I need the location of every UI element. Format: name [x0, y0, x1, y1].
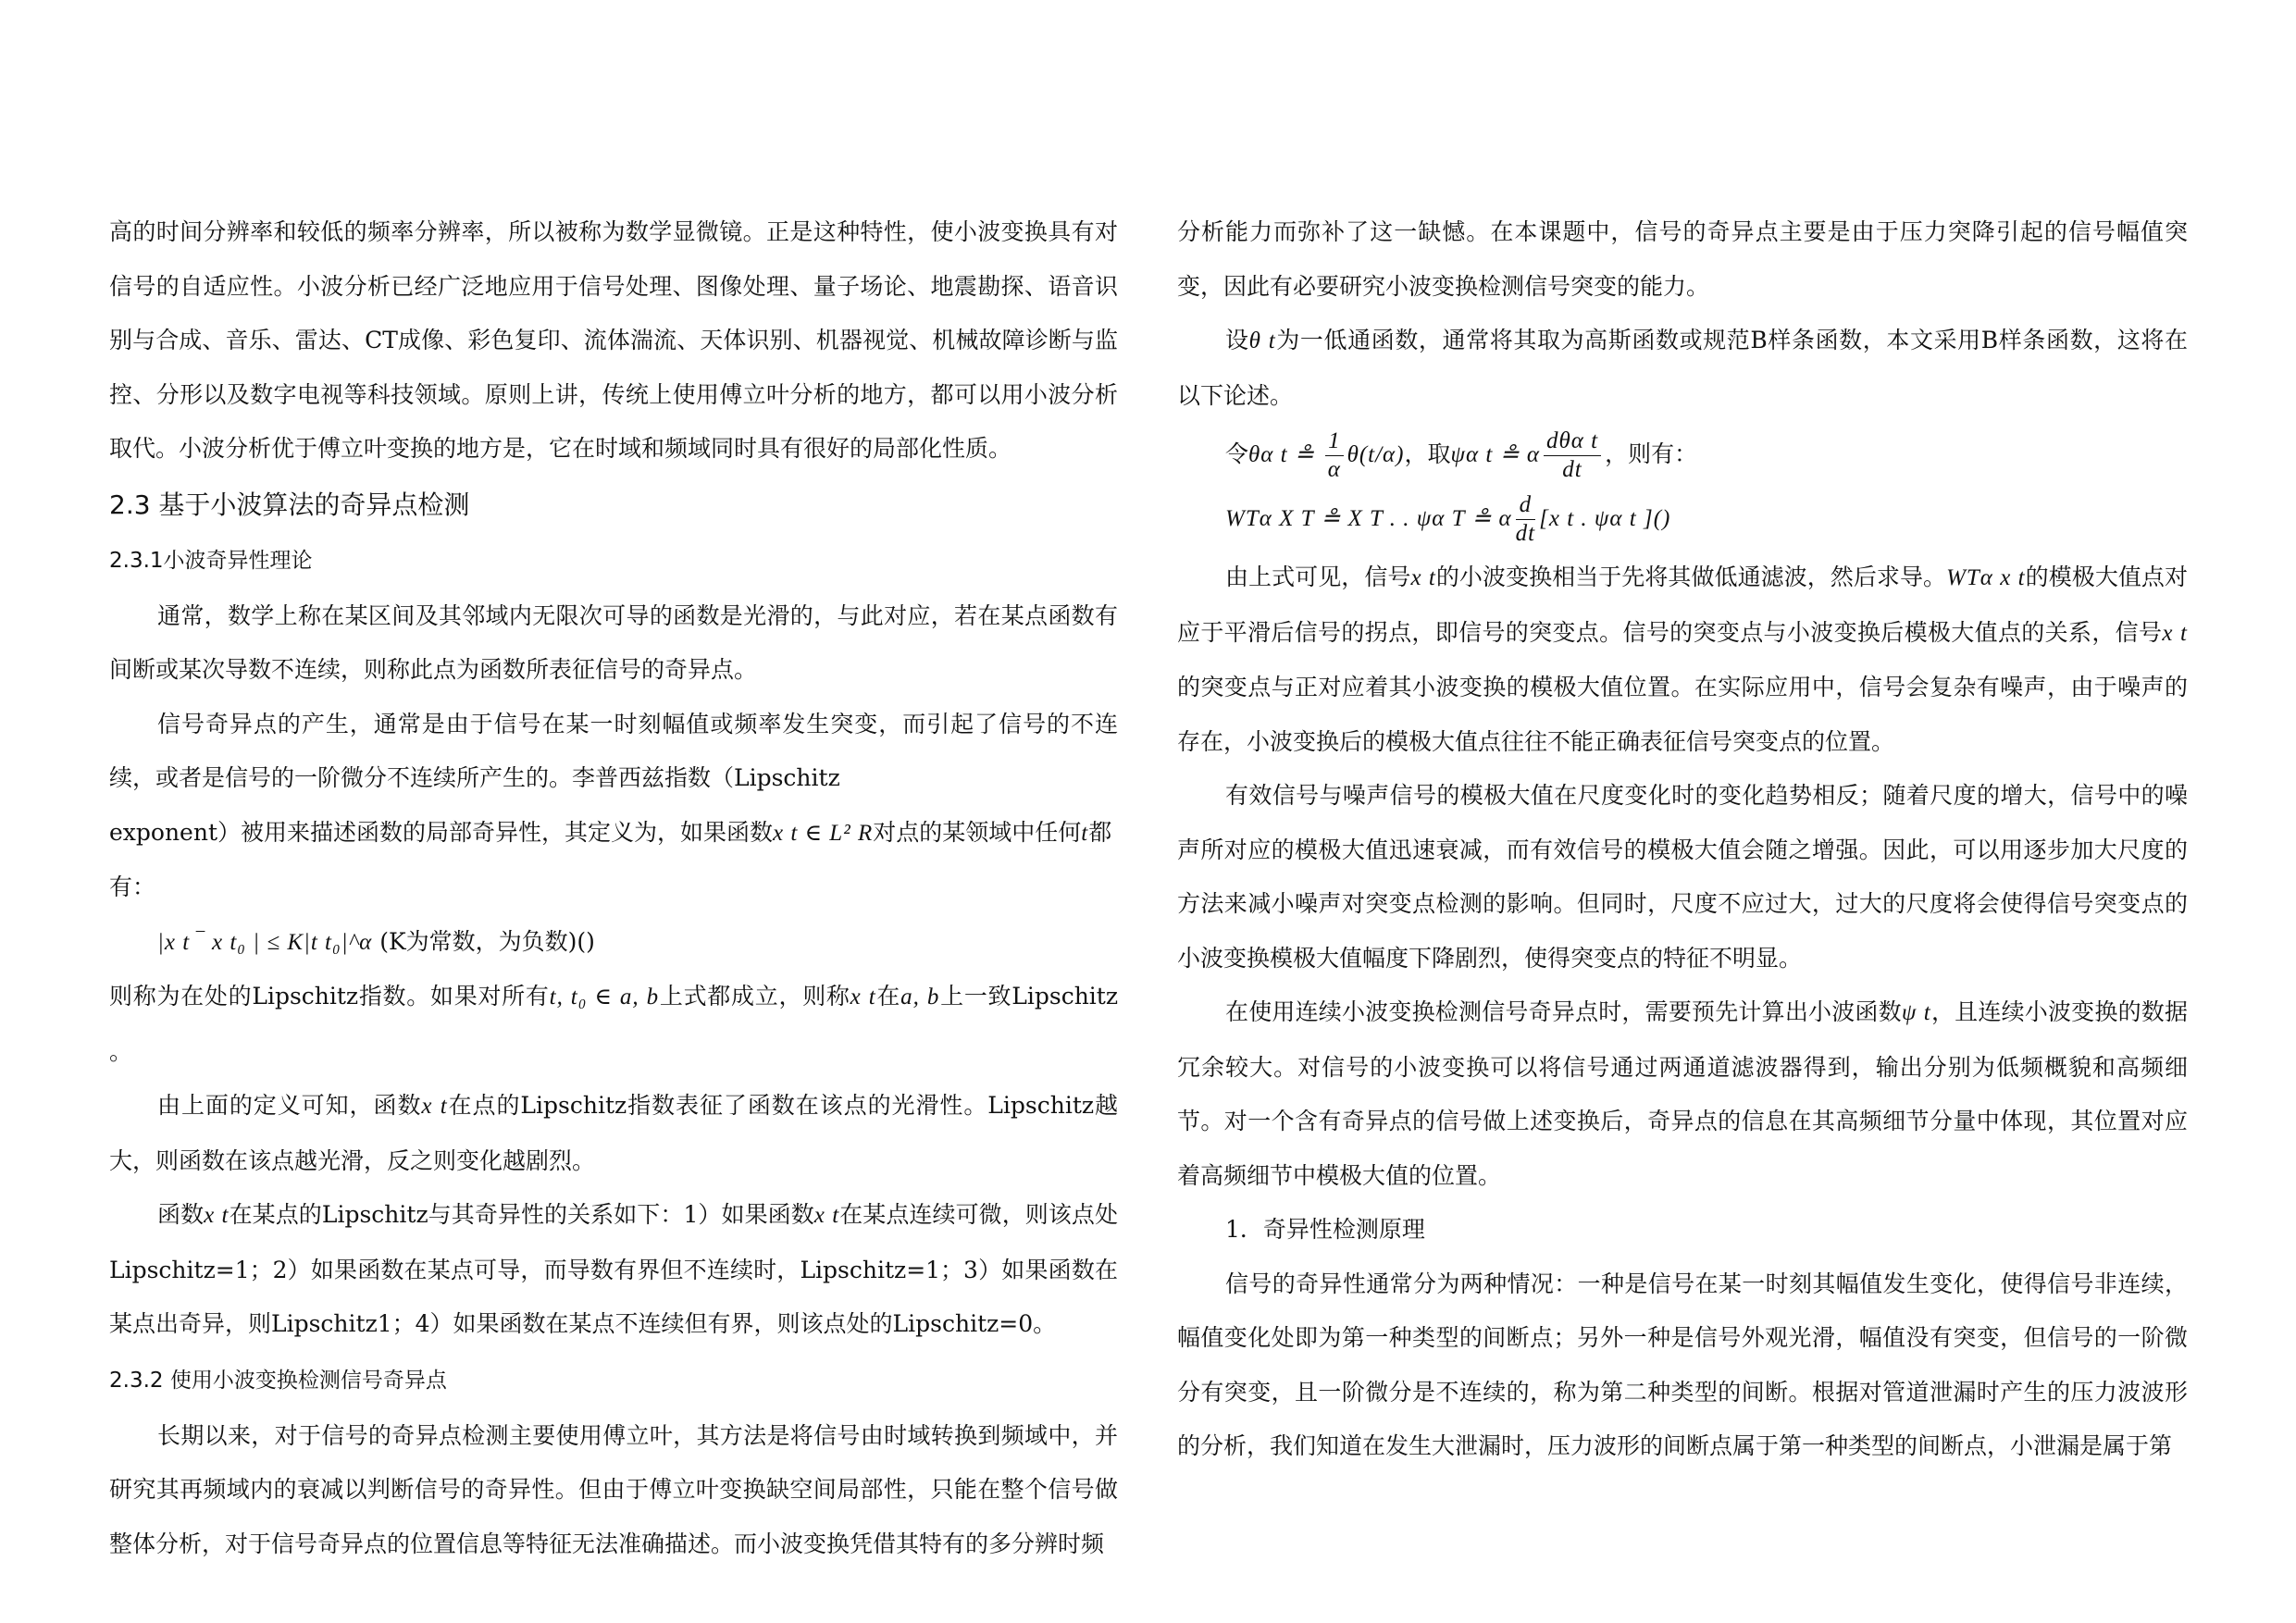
fraction-denominator: dt	[1562, 457, 1582, 482]
text-run: 在点的Lipschitz指数表征了函数在该点的光滑性。Lipschitz越大，则函数在该点越光滑，反之则变化越剧烈。	[109, 1092, 1118, 1174]
inline-math: x t	[2162, 620, 2188, 646]
fraction	[1325, 427, 1344, 484]
text-run: 在某点的Lipschitz与其奇异性的关系如下：1）如果函数	[229, 1201, 814, 1228]
right-column	[1177, 205, 2188, 1474]
paragraph	[1177, 985, 2188, 1203]
inline-math: ψ t	[1901, 1000, 1931, 1025]
text-run: 的突变点与正对应着其小波变换的模极大值位置。在实际应用中，信号会复杂有噪声，由于噪声的存在，小波变换后的模极大值点往往不能正确表征信号突变点的位置。	[1177, 674, 2188, 755]
inline-math: x t	[813, 1203, 840, 1228]
paragraph	[109, 806, 1118, 861]
equation-text: ，取	[1404, 440, 1451, 467]
inline-math: x t	[421, 1094, 448, 1119]
left-column	[109, 205, 1118, 1571]
text-run: 函数	[157, 1201, 205, 1228]
inline-math: x t ∈ L² R	[773, 820, 874, 846]
equation-math: θ(t/α)	[1347, 442, 1405, 467]
inline-math: WTα x t	[1946, 565, 2026, 590]
paragraph	[109, 1188, 1118, 1352]
subsection-heading: 2.3.1小波奇异性理论	[109, 548, 313, 573]
equation-text: ，则有：	[1605, 440, 1698, 467]
inline-math: x t	[1410, 565, 1436, 590]
text-run: 的模极大值点对应于平滑后信号的拐点，即信号的突变点。信号的突变点与小波变换后模极大值点的关系，信号	[1177, 564, 2188, 646]
paragraph: 有：	[109, 873, 156, 900]
paragraph: 信号奇异点的产生，通常是由于信号在某一时刻幅值或频率发生突变，而引起了信号的不连续，或者是信号的一阶微分不连续所产生的。李普西兹指数（Lipschitz	[109, 710, 1118, 791]
paragraph	[109, 1079, 1118, 1188]
equation-math: θα t ≗	[1248, 442, 1322, 467]
equation-math: [x t . ψα t ]()	[1539, 506, 1671, 531]
paragraph	[1177, 314, 2188, 423]
text-run: 在某点连续可微，则该点处Lipschitz=1；2）如果函数在某点可导，而导数有界但不连续时，Lipschitz=1；3）如果函数在某点出奇异，则Lipschitz1；4）如果函数在某点不连续但有界，则该点处的Lipschitz=0。	[109, 1201, 1118, 1337]
text-run: 上一致Lipschitz 。	[109, 983, 1119, 1065]
inline-math: t	[1081, 820, 1089, 846]
fraction	[1516, 491, 1535, 548]
equation-math: WTα X T ≗ X T . . ψα T ≗ α	[1225, 506, 1512, 531]
text-run: exponent）被用来描述函数的局部奇异性，其定义为，如果函数	[109, 818, 773, 846]
text-run: 在使用连续小波变换检测信号奇异点时，需要预先计算出小波函数	[1225, 998, 1902, 1025]
fraction-denominator: dt	[1515, 521, 1536, 546]
inline-math: x t	[850, 985, 876, 1010]
text-run: 由上面的定义可知，函数	[157, 1092, 422, 1119]
subsection-heading: 2.3.2 使用小波变换检测信号奇异点	[109, 1368, 447, 1393]
paragraph	[1177, 551, 2188, 769]
equation-wavelet-transform	[1177, 487, 2188, 551]
paragraph: 分析能力而弥补了这一缺憾。在本课题中，信号的奇异点主要是由于压力突降引起的信号幅值突变，因此有必要研究小波变换检测信号突变的能力。	[1177, 218, 2188, 300]
inline-math: θ t	[1248, 328, 1276, 353]
text-run: 为一低通函数，通常将其取为高斯函数或规范B样条函数，本文采用B样条函数，这将在以下论述。	[1177, 327, 2188, 409]
list-heading: 1．奇异性检测原理	[1225, 1216, 1425, 1243]
text-run: 在	[875, 983, 901, 1010]
equation-math: |x t ‾ x t₀ | ≤ K|t t₀|^α	[157, 929, 373, 955]
inline-math: x t	[204, 1203, 230, 1228]
paragraph: 信号的奇异性通常分为两种情况：一种是信号在某一时刻其幅值发生变化，使得信号非连续，幅值变化处即为第一种类型的间断点；另外一种是信号外观光滑，幅值没有突变，但信号的一阶微分有突变，且一阶微分是不连续的，称为第二种类型的间断。根据对管道泄漏时产生的压力波波形的分析，我们知道在发生大泄漏时，压力波形的间断点属于第一种类型的间断点，小泄漏是属于第	[1177, 1270, 2188, 1459]
paragraph	[109, 970, 1118, 1079]
fraction-numerator: 1	[1325, 427, 1344, 456]
inline-math: a, b	[900, 985, 940, 1010]
text-run: 则称为在处的Lipschitz指数。如果对所有	[109, 983, 550, 1010]
text-run: 对点的某领域中任何	[873, 818, 1082, 846]
equation-text: (K为常数，为负数)()	[379, 927, 595, 955]
text-run: ，且连续小波变换的数据冗余较大。对信号的小波变换可以将信号通过两通道滤波器得到，输出分别为低频概貌和高频细节。对一个含有奇异点的信号做上述变换后，奇异点的信息在其高频细节分量中体现，其位置对应着高频细节中模极大值的位置。	[1177, 998, 2188, 1189]
fraction	[1544, 427, 1601, 484]
text-run: 由上式可见，信号	[1225, 564, 1411, 590]
text-run: 都	[1088, 818, 1112, 846]
equation-text: 令	[1225, 440, 1249, 467]
text-run: 上式都成立，则称	[659, 983, 850, 1010]
paragraph: 长期以来，对于信号的奇异点检测主要使用傅立叶，其方法是将信号由时域转换到频域中，并研究其再频域内的衰减以判断信号的奇异性。但由于傅立叶变换缺空间局部性，只能在整个信号做整体分析，对于信号奇异点的位置信息等特征无法准确描述。而小波变换凭借其特有的多分辨时频	[109, 1421, 1118, 1557]
section-heading: 2.3 基于小波算法的奇异点检测	[109, 489, 470, 520]
equation-math: ψα t ≗ α	[1450, 442, 1540, 467]
paragraph: 通常，数学上称在某区间及其邻域内无限次可导的函数是光滑的，与此对应，若在某点函数有间断或某次导数不连续，则称此点为函数所表征信号的奇异点。	[109, 601, 1118, 683]
text-run: 的小波变换相当于先将其做低通滤波，然后求导。	[1435, 564, 1947, 590]
fraction-denominator: α	[1327, 457, 1341, 482]
inline-math: t, t₀ ∈ a, b	[549, 985, 660, 1010]
fraction-numerator: dθα t	[1544, 427, 1601, 456]
equation-lipschitz	[109, 915, 1118, 971]
paragraph: 高的时间分辨率和较低的频率分辨率，所以被称为数学显微镜。正是这种特性，使小波变换具有对信号的自适应性。小波分析已经广泛地应用于信号处理、图像处理、量子场论、地震勘探、语音识别与合成、音乐、雷达、CT成像、彩色复印、流体湍流、天体识别、机器视觉、机械故障诊断与监控、分形以及数字电视等科技领域。原则上讲，传统上使用傅立叶分析的地方，都可以用小波分析取代。小波分析优于傅立叶变换的地方是，它在时域和频域同时具有很好的局部化性质。	[109, 218, 1118, 462]
equation-theta-psi	[1177, 423, 2188, 487]
paragraph: 有效信号与噪声信号的模极大值在尺度变化时的变化趋势相反；随着尺度的增大，信号中的噪声所对应的模极大值迅速衰减，而有效信号的模极大值会随之增强。因此，可以用逐步加大尺度的方法来减小噪声对突变点检测的影响。但同时，尺度不应过大，过大的尺度将会使得信号突变点的小波变换模极大值幅度下降剧烈，使得突变点的特征不明显。	[1177, 782, 2188, 972]
fraction-numerator: d	[1516, 491, 1535, 520]
text-run: 设	[1225, 327, 1249, 353]
